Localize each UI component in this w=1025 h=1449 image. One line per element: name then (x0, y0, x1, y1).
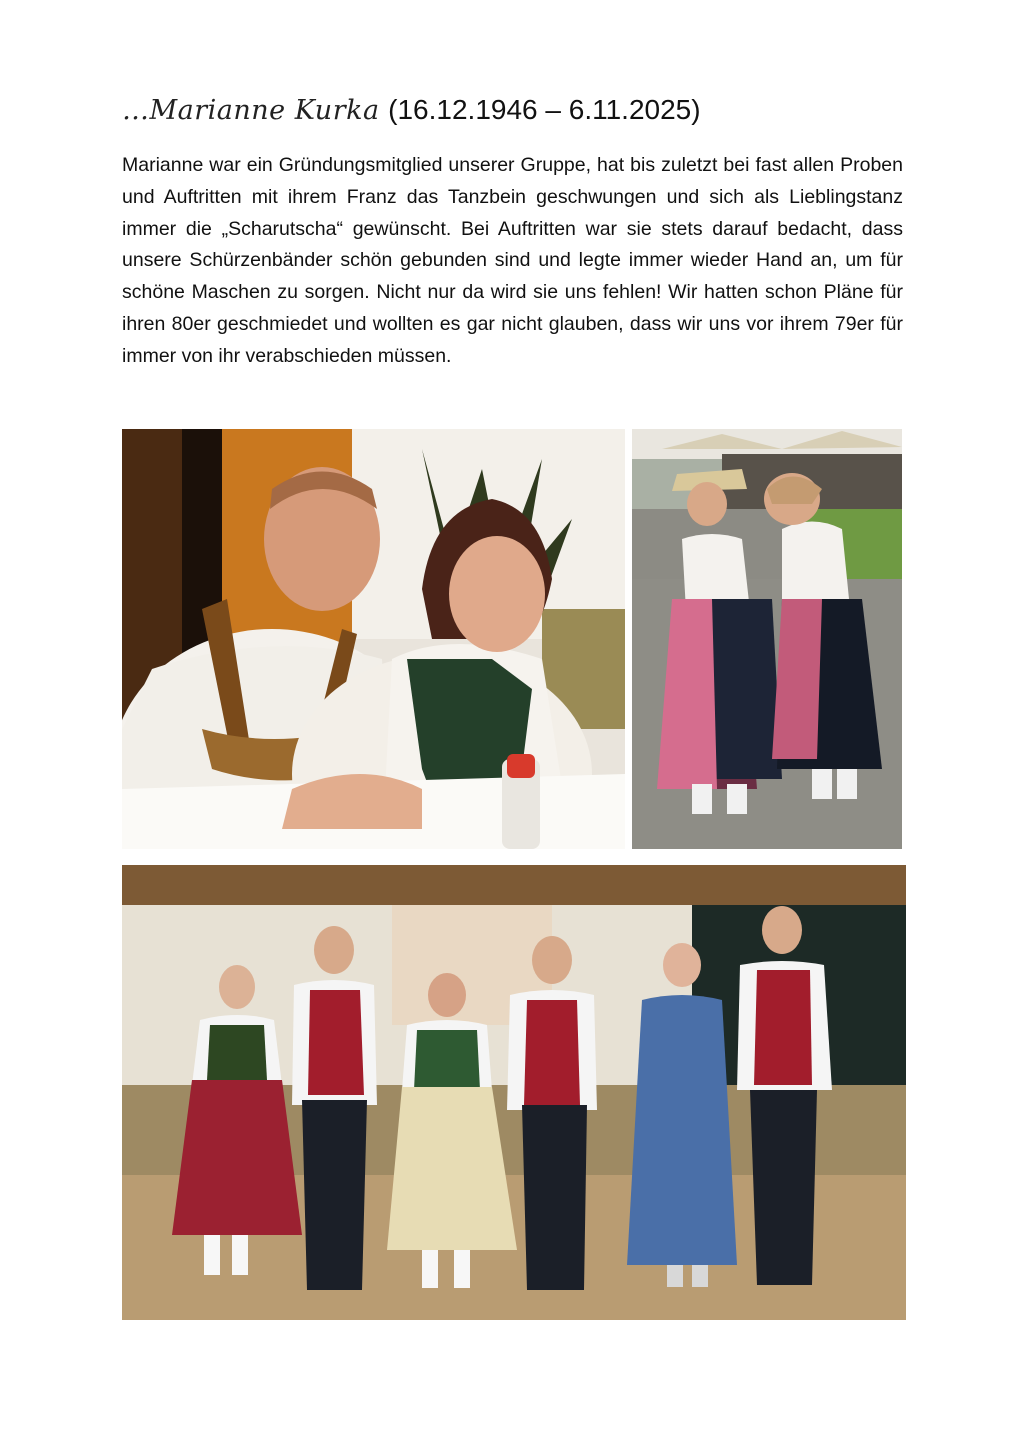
photo-dance-group (122, 865, 906, 1320)
page-title (122, 88, 922, 132)
title-name: …Marianne Kurka (122, 95, 380, 126)
title-dates: (16.12.1946 – 6.11.2025) (388, 94, 701, 125)
memorial-paragraph: Marianne war ein Gründungsmitglied unserer Gruppe, hat bis zuletzt bei fast allen Proben und Auftritten mit ihrem Franz das Tanzbein geschwungen und sich als Lieblingstanz immer die „Scharutscha“ gewünscht. Bei Auftritten war sie stets darauf bedacht, dass unsere Schürzenbänder schön gebunden sind und legte immer wieder Hand an, um für schöne Maschen zu sorgen. Nicht nur da wird sie uns fehlen! Wir hatten schon Pläne für ihren 80er geschmiedet und wollten es gar nicht glauben, dass wir uns vor ihrem 79er für immer von ihr verabschieden müssen. (122, 154, 903, 367)
photo-apron-tying (632, 429, 902, 849)
photo-couple (122, 429, 625, 849)
